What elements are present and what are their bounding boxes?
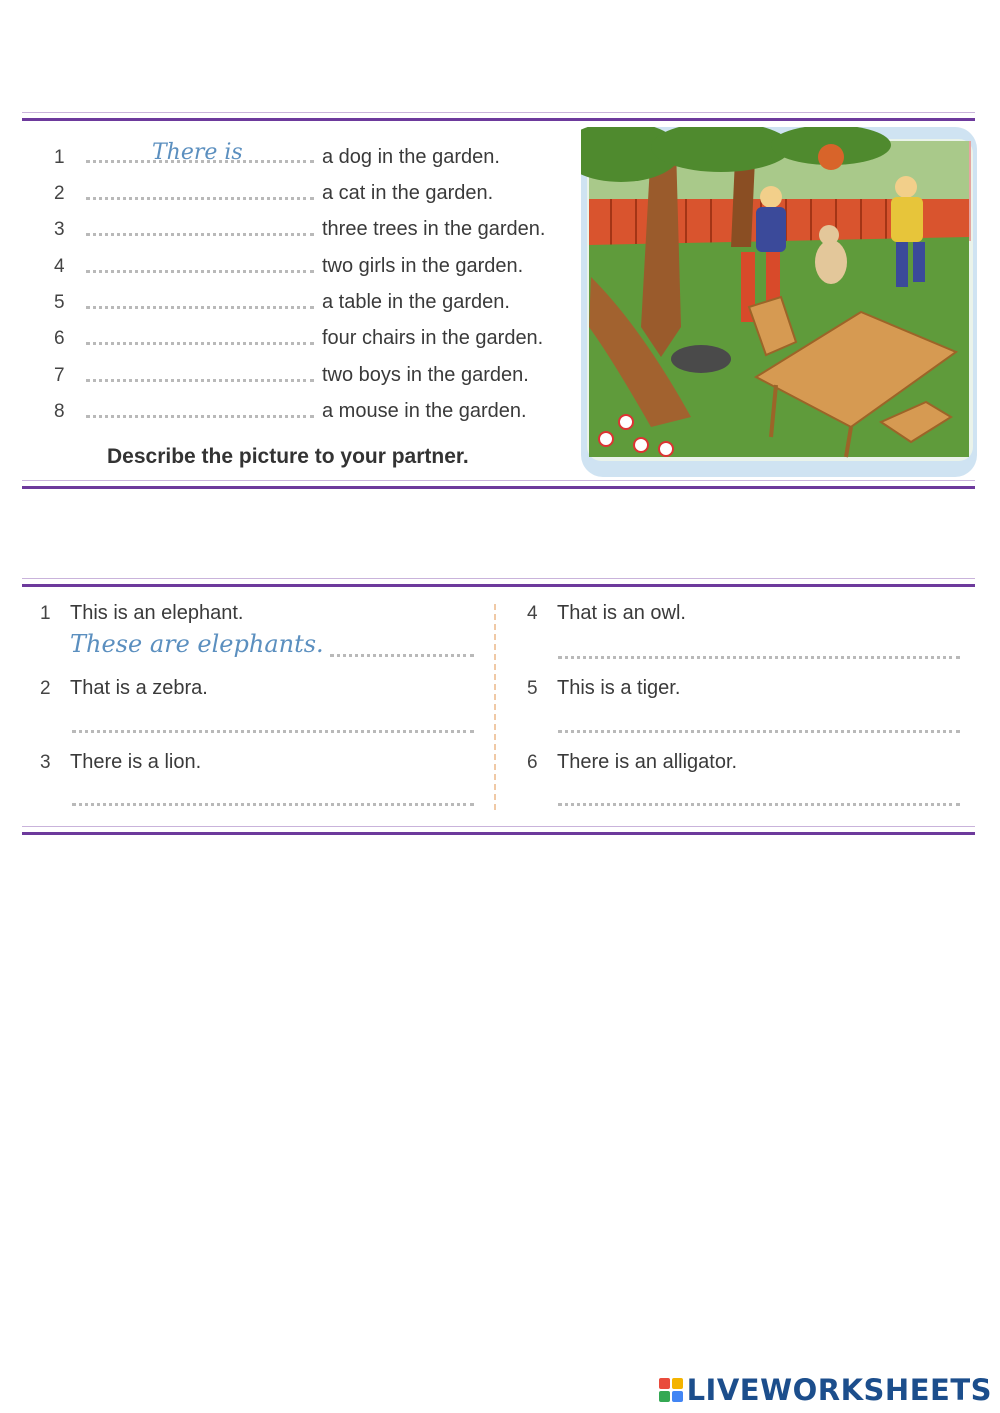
brand-name: LIVEWORKSHEETS — [686, 1373, 992, 1407]
instruction-text: Describe the picture to your partner. — [107, 445, 469, 468]
item-number: 1 — [40, 603, 51, 624]
answer-text: There is — [152, 140, 243, 165]
answer-blank[interactable] — [86, 233, 314, 236]
sentence-text: three trees in the garden. — [322, 218, 546, 240]
bottom-rule-ex1 — [22, 486, 975, 489]
cat-figure — [671, 345, 731, 373]
item-number: 1 — [54, 147, 65, 168]
bottom-rule-ex2 — [22, 832, 975, 835]
sentence-text: two boys in the garden. — [322, 364, 529, 386]
answer-blank[interactable] — [558, 803, 960, 806]
answer-blank[interactable] — [330, 654, 474, 657]
item-number: 3 — [54, 219, 65, 240]
sentence-text: a cat in the garden. — [322, 182, 494, 204]
sentence-text: two girls in the garden. — [322, 255, 524, 277]
top-rule-ex1 — [22, 118, 975, 121]
answer-blank[interactable] — [86, 306, 314, 309]
answer-blank[interactable] — [86, 197, 314, 200]
answer-blank[interactable] — [86, 270, 314, 273]
item-number: 6 — [54, 328, 65, 349]
item-number: 2 — [54, 183, 65, 204]
sentence-text: This is an elephant. — [70, 602, 244, 624]
sentence-text: a mouse in the garden. — [322, 400, 527, 422]
answer-blank[interactable] — [558, 656, 960, 659]
top-rule-ex2 — [22, 584, 975, 587]
item-number: 2 — [40, 678, 51, 699]
item-number: 8 — [54, 401, 65, 422]
answer-blank[interactable] — [86, 379, 314, 382]
answer-blank[interactable] — [72, 730, 474, 733]
garden-illustration — [581, 127, 977, 477]
item-number: 4 — [54, 256, 65, 277]
sentence-text: four chairs in the garden. — [322, 327, 544, 349]
item-number: 5 — [54, 292, 65, 313]
item-number: 5 — [527, 678, 538, 699]
sentence-text: This is a tiger. — [557, 677, 681, 699]
answer-text: These are elephants. — [70, 630, 324, 658]
answer-blank[interactable] — [72, 803, 474, 806]
ball — [818, 144, 844, 170]
sentence-text: There is a lion. — [70, 751, 202, 773]
sentence-text: There is an alligator. — [557, 751, 738, 773]
item-number: 7 — [54, 365, 65, 386]
sentence-text: a dog in the garden. — [322, 146, 500, 168]
item-number: 3 — [40, 752, 51, 773]
column-divider — [494, 604, 496, 810]
sentence-text: a table in the garden. — [322, 291, 510, 313]
sentence-text: That is a zebra. — [70, 677, 208, 699]
answer-blank[interactable] — [86, 415, 314, 418]
item-number: 6 — [527, 752, 538, 773]
answer-blank[interactable] — [558, 730, 960, 733]
answer-blank[interactable] — [86, 342, 314, 345]
liveworksheets-logo — [659, 1373, 992, 1407]
logo-icon — [659, 1378, 683, 1402]
sentence-text: That is an owl. — [557, 602, 686, 624]
item-number: 4 — [527, 603, 538, 624]
